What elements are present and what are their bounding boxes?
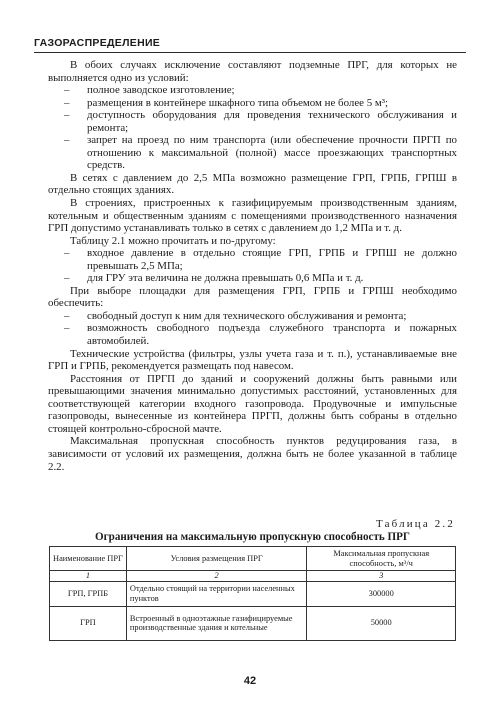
site-list	[48, 310, 457, 348]
bullet-dash-icon: –	[64, 247, 70, 260]
list-item-text: полное заводское изготовление;	[87, 84, 235, 97]
table-cell-capacity: 50000	[307, 606, 456, 640]
paragraph-intro: В обоих случаях исключение составляют подземные ПРГ, для которых не выполняется одно из условий:	[48, 59, 457, 84]
paragraph-capacity: Максимальная пропускная способность пунктов редуцирования газа, в зависимости от условий их размещения, должна быть не более указанной в таблице 2.2.	[48, 435, 457, 473]
table-cell-capacity: 300000	[307, 581, 456, 606]
list-item-text: возможность свободного подъезда служебного транспорта и пожарных автомобилей.	[87, 322, 457, 348]
paragraph-table-read: Таблицу 2.1 можно прочитать и по-другому:	[70, 234, 276, 247]
bullet-dash-icon: –	[64, 84, 70, 97]
list-item-text: доступность оборудования для проведения технического обслуживания и ремонта;	[87, 109, 457, 134]
list-item-text: размещения в контейнере шкафного типа объемом не более 5 м³;	[87, 96, 389, 109]
table-cell-name: ГРП	[50, 606, 127, 640]
bullet-dash-icon: –	[64, 96, 70, 109]
table-cell-condition: Встроенный в одноэтажные газифицируемые производственные здания и котельные	[126, 606, 306, 640]
table-label: Таблица 2.2	[376, 518, 455, 530]
capacity-table	[49, 546, 456, 641]
list-item	[48, 97, 457, 110]
table-cell-condition: Отдельно стоящий на территории населенных пунктов	[126, 581, 306, 606]
table-column-number: 2	[126, 571, 306, 582]
page-number: 42	[243, 675, 257, 687]
list-item	[48, 84, 457, 97]
table-column-numbers-row	[50, 571, 456, 582]
bullet-dash-icon: –	[64, 134, 70, 147]
table-row	[50, 606, 456, 640]
list-item-text: для ГРУ эта величина не должна превышать 0,6 МПа и т. д.	[87, 272, 364, 285]
list-item	[48, 310, 457, 323]
table-column-number: 1	[50, 571, 127, 582]
table-column-number: 3	[307, 571, 456, 582]
bullet-dash-icon: –	[64, 109, 70, 122]
bullet-dash-icon: –	[64, 309, 70, 322]
paragraph-site: При выборе площадки для размещения ГРП, ГРПБ и ГРПШ необходимо обеспечить:	[48, 284, 457, 310]
bullet-dash-icon: –	[64, 322, 70, 335]
table-cell-name: ГРП, ГРПБ	[50, 581, 127, 606]
paragraph-networks: В сетях с давлением до 2,5 МПа возможно размещение ГРП, ГРПБ, ГРПШ в отдельно стоящих зданиях.	[48, 171, 457, 197]
list-item	[48, 322, 457, 347]
table-title: Ограничения на максимальную пропускную способность ПРГ	[95, 531, 410, 543]
page-body	[48, 59, 457, 473]
list-item	[48, 247, 457, 272]
list-item-text: запрет на проезд по ним транспорта (или обеспечение прочности ПРГП по отношению к максимальной (полной) массе проезжающих транспортных средств.	[87, 134, 457, 172]
table-header-cell: Условия размещения ПРГ	[126, 547, 306, 571]
paragraph-buildings: В строениях, пристроенных к газифицируемым производственным зданиям, котельным и общественным зданиям с помещениями производственного назначения ГРП допустимо устанавливать только в сетях с давлением до 1,2 МПа и т. д.	[48, 197, 457, 235]
table-header-cell: Наименование ПРГ	[50, 547, 127, 571]
list-item	[48, 134, 457, 172]
list-item-text: входное давление в отдельно стоящие ГРП, ГРПБ и ГРПШ не должно превышать 2,5 МПа;	[87, 247, 457, 272]
paragraph-devices: Технические устройства (фильтры, узлы учета газа и т. п.), устанавливаемые вне ГРП и ГРПБ, рекомендуется размещать под навесом.	[48, 347, 457, 373]
table-row	[50, 581, 456, 606]
table-header-cell: Максимальная пропускная способность, м³/ч	[307, 547, 456, 571]
list-item	[48, 109, 457, 134]
table-header-row	[50, 547, 456, 571]
conditions-list	[48, 84, 457, 172]
bullet-dash-icon: –	[64, 272, 70, 285]
list-item-text: свободный доступ к ним для технического обслуживания и ремонта;	[87, 309, 407, 322]
paragraph-distances: Расстояния от ПРГП до зданий и сооружений должны быть равными или превышающими значения минимально допустимых расстояний, установленных для соответствующей категории входного газопровода. Продувочные и импульсные газопроводы, вынесенные из контейнера ПРГП, должны быть собраны в отдельно стоящей контрольно-сбросной мачте.	[48, 372, 457, 435]
list-item	[48, 272, 457, 285]
table-read-list	[48, 247, 457, 285]
running-header: ГАЗОРАСПРЕДЕЛЕНИЕ	[34, 37, 466, 53]
